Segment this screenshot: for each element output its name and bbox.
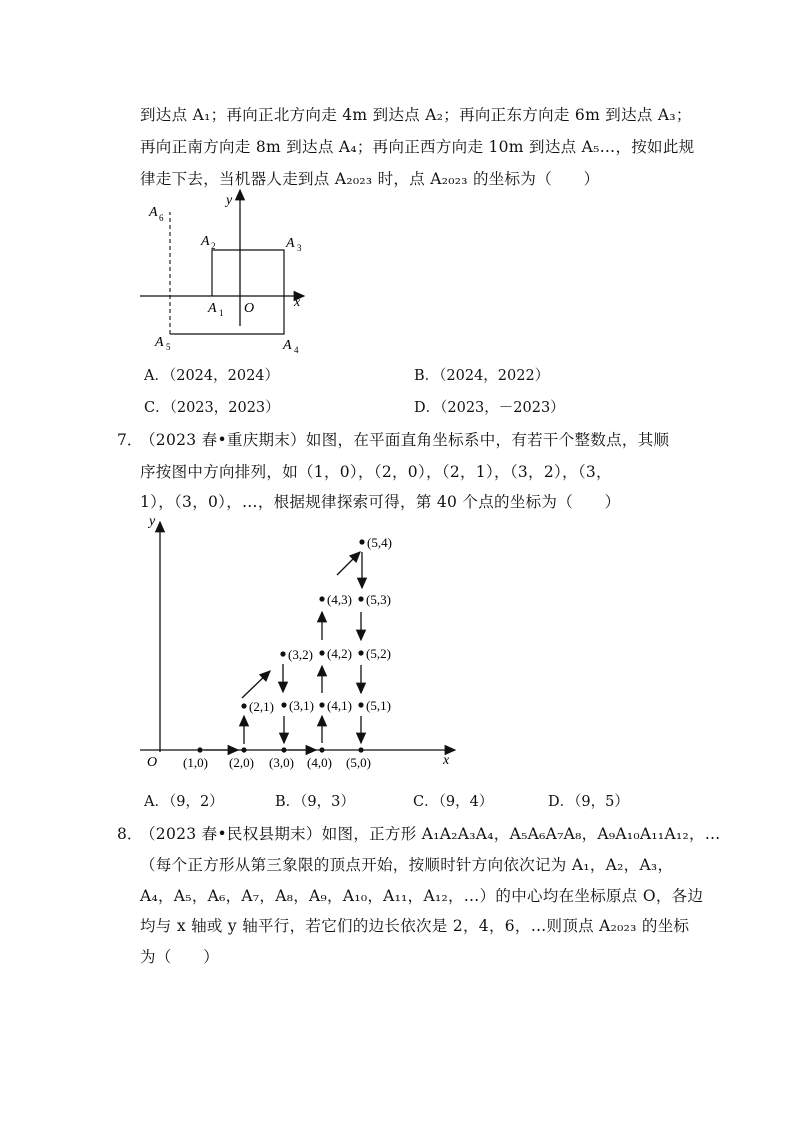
q7-axis-point-2-0 — [229, 747, 254, 770]
q7-line-2: 序按图中方向排列，如（1，0），（2，0），（2，1），（3，2），（3， — [140, 463, 612, 481]
q7-point-4-1 — [319, 698, 352, 713]
svg-text:1: 1 — [219, 308, 224, 318]
svg-text:(5,3): (5,3) — [366, 592, 391, 607]
svg-text:2: 2 — [211, 241, 216, 251]
svg-text:(4,2): (4,2) — [327, 646, 352, 661]
q6-y-label: y — [226, 193, 233, 208]
q7-line-3: 1），（3，0），…，根据规律探索可得，第 40 个点的坐标为（ ） — [140, 493, 621, 511]
svg-text:4: 4 — [294, 345, 299, 355]
q6-line-1: 到达点 A₁；再向正北方向走 4m 到达点 A₂；再向正东方向走 6m 到达点 A₃； — [140, 106, 692, 124]
q8-line-1: （2023 春•民权县期末）如图，正方形 A₁A₂A₃A₄，A₅A₆A₇A₈，A₉A₁₀A₁₁A₁₂，… — [140, 825, 721, 843]
q7-y-label: y — [149, 514, 156, 529]
q7-point-4-2 — [319, 646, 352, 661]
q7-option-b[interactable]: B．（9，3） — [275, 794, 355, 810]
q8-line-5: 为（ ） — [140, 948, 220, 966]
q7-axis-point-4-0 — [307, 747, 332, 770]
q6-line-3: 律走下去，当机器人走到点 A₂₀₂₃ 时，点 A₂₀₂₃ 的坐标为（ ） — [140, 170, 600, 188]
q7-point-5-4 — [359, 535, 392, 550]
q6-option-c[interactable]: C．（2023，2023） — [144, 400, 280, 416]
q7-option-c[interactable]: C．（9，4） — [413, 794, 494, 810]
svg-text:A: A — [208, 301, 217, 316]
q7-axis-point-3-0 — [269, 747, 294, 770]
svg-text:(3,2): (3,2) — [288, 647, 313, 662]
q8-line-2: （每个正方形从第三象限的顶点开始，按顺时针方向依次记为 A₁，A₂，A₃， — [140, 856, 674, 874]
q8-line-4: 均与 x 轴或 y 轴平行，若它们的边长依次是 2，4，6，…则顶点 A₂₀₂₃ 的坐标 — [140, 917, 690, 935]
q6-line-2: 再向正南方向走 8m 到达点 A₄；再向正西方向走 10m 到达点 A₅…，按如此规 — [140, 138, 695, 156]
q6-option-a[interactable]: A．（2024，2024） — [144, 368, 280, 384]
q7-option-d[interactable]: D．（9，5） — [548, 794, 629, 810]
svg-text:(3,0): (3,0) — [269, 755, 294, 770]
q7-line-1: （2023 春•重庆期末）如图，在平面直角坐标系中，有若干个整数点，其顺 — [140, 431, 670, 449]
q7-point-3-1 — [281, 698, 314, 713]
q6-origin-label: O — [244, 301, 255, 316]
svg-text:5: 5 — [166, 342, 171, 352]
svg-text:A: A — [201, 234, 210, 249]
q7-x-label: x — [443, 753, 450, 768]
svg-text:6: 6 — [159, 213, 164, 223]
q6-x-label: x — [294, 295, 301, 310]
q7-origin-label: O — [147, 755, 158, 770]
svg-text:(4,0): (4,0) — [307, 755, 332, 770]
q7-point-3-2 — [280, 647, 313, 662]
svg-text:3: 3 — [297, 243, 302, 253]
svg-text:(5,1): (5,1) — [366, 698, 391, 713]
svg-text:(5,2): (5,2) — [366, 646, 391, 661]
q8-line-3: A₄，A₅，A₆，A₇，A₈，A₉，A₁₀，A₁₁，A₁₂，…）的中心均在坐标原点 O，各边 — [140, 887, 704, 905]
svg-text:A: A — [283, 338, 292, 353]
q6-option-d[interactable]: D．（2023，－2023） — [414, 400, 565, 416]
q6-option-b[interactable]: B．（2024，2022） — [414, 368, 550, 384]
q7-point-5-2 — [358, 646, 391, 661]
q7-point-5-3 — [358, 592, 391, 607]
svg-text:(3,1): (3,1) — [289, 698, 314, 713]
svg-text:(4,3): (4,3) — [327, 592, 352, 607]
q7-point-2-1 — [241, 699, 274, 714]
q7-point-5-1 — [358, 698, 391, 713]
q7-number: 7． — [117, 431, 143, 449]
svg-text:A: A — [149, 205, 158, 220]
svg-text:A: A — [155, 335, 164, 350]
svg-text:(1,0): (1,0) — [183, 755, 208, 770]
svg-text:(2,0): (2,0) — [229, 755, 254, 770]
svg-text:(5,4): (5,4) — [367, 535, 392, 550]
svg-text:(2,1): (2,1) — [249, 699, 274, 714]
q7-axis-point-1-0 — [183, 747, 208, 770]
svg-text:(4,1): (4,1) — [327, 698, 352, 713]
svg-text:A: A — [286, 236, 295, 251]
q8-number: 8． — [117, 825, 143, 843]
q7-axis-point-5-0 — [346, 747, 371, 770]
svg-text:(5,0): (5,0) — [346, 755, 371, 770]
q7-point-4-3 — [319, 592, 352, 607]
q7-option-a[interactable]: A．（9，2） — [144, 794, 224, 810]
